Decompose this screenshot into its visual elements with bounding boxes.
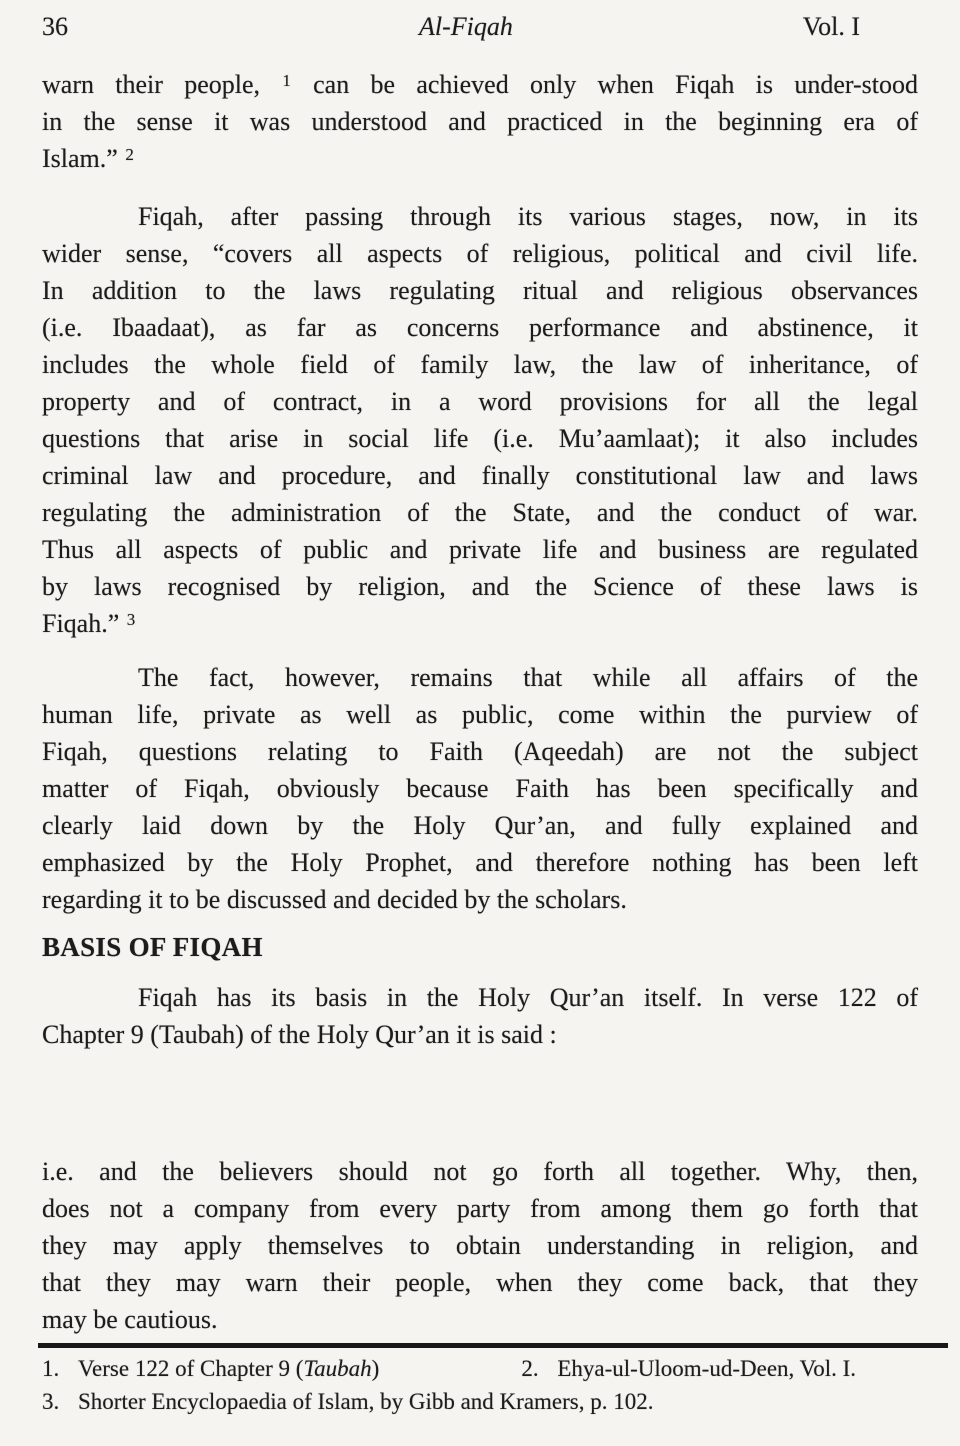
volume-label: Vol. I <box>802 12 860 41</box>
text-segment: regulating the administration of the State, and the conduct of war. <box>42 498 918 527</box>
text-segment: Fiqah, questions relating to Faith (Aqeedah) are not the subject <box>42 737 918 766</box>
text-line <box>42 531 918 568</box>
text-segment: in the sense it was understood and practiced in the beginning era of <box>42 107 918 136</box>
footnote-reference: 1 <box>282 71 291 90</box>
text-line <box>42 770 918 807</box>
section-heading: BASIS OF FIQAH <box>42 932 263 962</box>
paragraph-faith-not-subject <box>42 659 918 918</box>
paragraph-fiqah-wider-sense <box>42 198 918 642</box>
text-segment: In addition to the laws regulating ritual and religious observances <box>42 276 918 305</box>
text-segment: (i.e. Ibaadaat), as far as concerns performance and abstinence, it <box>42 313 918 342</box>
paragraph-verse-translation <box>42 1153 918 1338</box>
text-line <box>42 1227 918 1264</box>
text-segment: human life, private as well as public, come within the purview of <box>42 700 918 729</box>
text-line <box>42 457 918 494</box>
text-line <box>42 309 918 346</box>
text-segment: questions that arise in social life (i.e. Mu’aamlaat); it also includes <box>42 424 918 453</box>
text-segment: warn their people, <box>42 70 282 99</box>
text-segment: by laws recognised by religion, and the Science of these laws is <box>42 572 918 601</box>
text-segment: does not a company from every party from among them go forth that <box>42 1194 918 1223</box>
page-body <box>42 66 918 1338</box>
text-segment: Chapter 9 (Taubah) of the Holy Qur’an it is said : <box>42 1020 557 1049</box>
text-segment: Fiqah.” <box>42 609 126 638</box>
footnote-item <box>521 1352 856 1385</box>
text-line <box>42 1190 918 1227</box>
text-segment: may be cautious. <box>42 1305 218 1334</box>
text-line <box>42 568 918 605</box>
text-line <box>42 659 918 696</box>
text-line <box>42 1264 918 1301</box>
footnote-number: 3. <box>42 1389 60 1414</box>
footnote-number: 2. <box>521 1356 539 1381</box>
page-number: 36 <box>42 12 68 41</box>
text-line <box>42 844 918 881</box>
text-segment: Islam.” <box>42 144 125 173</box>
text-segment: emphasized by the Holy Prophet, and therefore nothing has been left <box>42 848 918 877</box>
text-line <box>42 66 918 103</box>
text-segment: Taubah <box>303 1356 372 1381</box>
footnote-reference: 2 <box>125 145 134 164</box>
text-segment: regarding it to be discussed and decided by the scholars. <box>42 885 627 914</box>
book-title: Al-Fiqah <box>419 12 513 41</box>
footnote-item <box>42 1352 379 1385</box>
text-segment: Shorter Encyclopaedia of Islam, by Gibb and Kramers, p. 102. <box>78 1389 654 1414</box>
paragraph-basis-of-fiqah <box>42 979 918 1053</box>
text-segment: includes the whole field of family law, the law of inheritance, of <box>42 350 918 379</box>
text-line <box>42 1016 918 1053</box>
text-segment: Thus all aspects of public and private life and business are regulated <box>42 535 918 564</box>
text-segment: property and of contract, in a word provisions for all the legal <box>42 387 918 416</box>
text-segment: Verse 122 of Chapter 9 ( <box>78 1356 304 1381</box>
footnote-separator-rule <box>38 1343 948 1348</box>
text-line <box>42 696 918 733</box>
text-line <box>42 198 918 235</box>
text-line <box>42 1153 918 1190</box>
text-line <box>42 140 918 177</box>
text-segment: they may apply themselves to obtain understanding in religion, and <box>42 1231 918 1260</box>
text-segment: matter of Fiqah, obviously because Faith has been specifically and <box>42 774 918 803</box>
running-header <box>42 8 918 46</box>
text-segment: Fiqah, after passing through its various stages, now, in its <box>138 202 918 231</box>
text-line <box>42 881 918 918</box>
text-segment: The fact, however, remains that while all affairs of the <box>138 663 918 692</box>
text-line <box>42 383 918 420</box>
text-line <box>42 1301 918 1338</box>
text-line <box>42 494 918 531</box>
text-line <box>42 272 918 309</box>
footnote-item <box>42 1385 653 1418</box>
text-segment: that they may warn their people, when they come back, that they <box>42 1268 918 1297</box>
text-segment: i.e. and the believers should not go forth all together. Why, then, <box>42 1157 918 1186</box>
footnotes <box>42 1352 918 1418</box>
text-line <box>42 979 918 1016</box>
footnote-row <box>42 1385 918 1418</box>
text-line <box>42 733 918 770</box>
footnote-reference: 3 <box>126 610 136 629</box>
text-segment: wider sense, “covers all aspects of religious, political and civil life. <box>42 239 918 268</box>
text-line <box>42 420 918 457</box>
text-line <box>42 346 918 383</box>
text-line <box>42 605 918 642</box>
text-segment: criminal law and procedure, and finally constitutional law and laws <box>42 461 918 490</box>
text-segment: clearly laid down by the Holy Qur’an, and fully explained and <box>42 811 918 840</box>
text-segment: ) <box>371 1356 380 1381</box>
text-segment: Fiqah has its basis in the Holy Qur’an itself. In verse 122 of <box>138 983 918 1012</box>
footnote-row <box>42 1352 918 1385</box>
text-line <box>42 807 918 844</box>
text-line <box>42 103 918 140</box>
text-segment: can be achieved only when Fiqah is under-stood <box>291 70 918 99</box>
text-segment: Ehya-ul-Uloom-ud-Deen, Vol. I. <box>557 1356 857 1381</box>
paragraph-continuation <box>42 66 918 177</box>
footnote-number: 1. <box>42 1356 60 1381</box>
text-line <box>42 235 918 272</box>
quran-verse-blank-space <box>42 1053 918 1153</box>
